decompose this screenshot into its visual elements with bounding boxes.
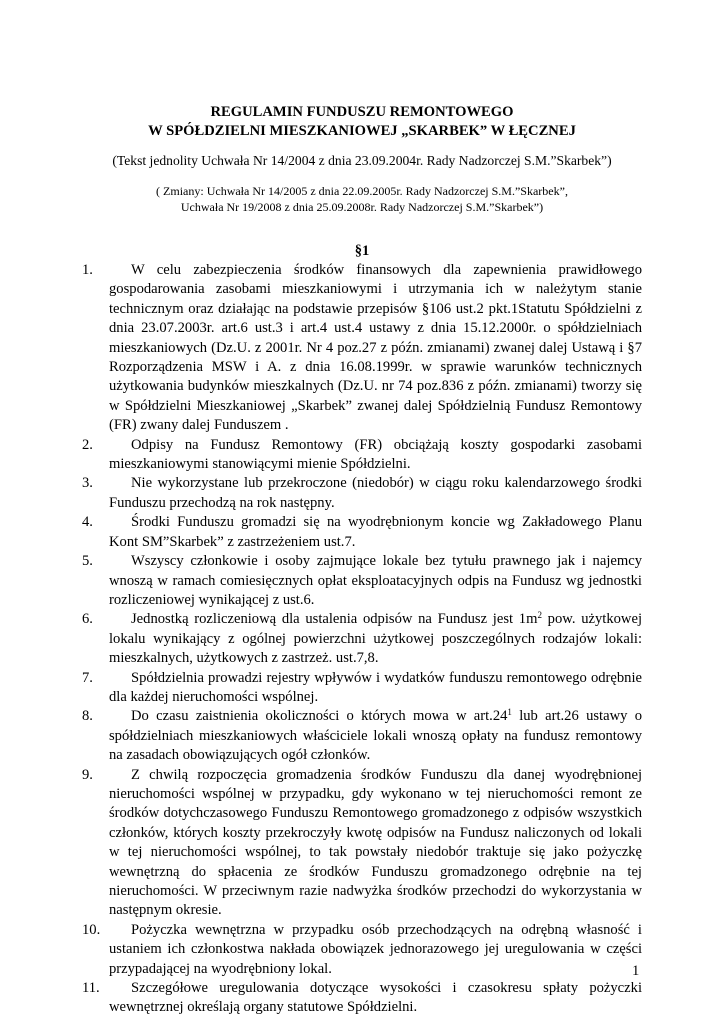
item-text	[109, 707, 642, 765]
item-text-part: pow. użytkowej lokalu wynikający z ogólnej powierzchni użytkowej poszczególnych rodzajów lokali: mieszkalnych, użytkowych z zastrzeż. ust.7,8.	[109, 611, 642, 667]
item-text	[109, 610, 642, 668]
list-item	[82, 921, 642, 979]
list-item	[82, 979, 642, 1018]
list-item	[82, 707, 642, 765]
document-title-line-1: REGULAMIN FUNDUSZU REMONTOWEGO	[210, 104, 514, 120]
item-text: Środki Funduszu gromadzi się na wyodrębnionym koncie wg Zakładowego Planu Kont SM”Skarbek” z zastrzeżeniem ust.7.	[109, 514, 642, 550]
section-heading: §1	[354, 243, 370, 259]
item-number: 3.	[82, 475, 93, 492]
item-number: 7.	[82, 669, 93, 686]
document-subtitle: (Tekst jednolity Uchwała Nr 14/2004 z dnia 23.09.2004r. Rady Nadzorczej S.M.”Skarbek”)	[112, 153, 612, 168]
item-number: 4.	[82, 514, 93, 531]
item-text: W celu zabezpieczenia środków finansowych dla zapewnienia prawidłowego gospodarowania zasobami mieszkaniowymi i utrzymania ich w należytym stanie technicznym oraz działając na podstawie przepisów §106 ust.2 pkt.1Statutu Spółdzielni z dnia 23.07.2003r. art.6 ust.3 i art.4 ust.4 ustawy z dnia 15.12.2000r. o spółdzielniach mieszkaniowych (Dz.U. z 2001r. Nr 4 poz.27 z późn. zmianami) zwanej dalej Ustawą i §7 Rozporządzenia MSW i A. z dnia 16.08.1999r. w sprawie warunków technicznych użytkowania budynków mieszkalnych (Dz.U. nr 74 poz.836 z późn. zmianami) tworzy się w Spółdzielni Mieszkaniowej „Skarbek” zwanej dalej Spółdzielnią Fundusz Remontowy (FR) zwany dalej Funduszem .	[109, 262, 642, 434]
item-number: 11.	[82, 980, 100, 997]
item-number: 5.	[82, 553, 93, 570]
list-item	[82, 610, 642, 668]
amendments-line-2: Uchwała Nr 19/2008 z dnia 25.09.2008r. Rady Nadzorczej S.M.”Skarbek”)	[180, 200, 544, 214]
superscript: 2	[537, 610, 542, 621]
item-number: 2.	[82, 436, 93, 453]
item-text-part: lub art.26 ustawy o spółdzielniach mieszkaniowych właściciele lokali wnoszą opłaty na fundusz remontowy na zasadach obowiązujących ogół członków.	[109, 708, 642, 764]
document-title-line-2: W SPÓŁDZIELNI MIESZKANIOWEJ „SKARBEK” W ŁĘCZNEJ	[148, 123, 576, 139]
item-number: 10.	[82, 921, 101, 938]
item-text-part: Jednostką rozliczeniową dla ustalenia odpisów na Fundusz jest 1m	[131, 611, 538, 628]
list-item	[82, 669, 642, 708]
item-text: Wszyscy członkowie i osoby zajmujące lokale bez tytułu prawnego jak i najemcy wnoszą w ramach comiesięcznych opłat eksploatacyjnych odpis na Fundusz wg jednostki rozliczeniowej wynikającej z ust.6.	[109, 553, 642, 608]
item-text: Pożyczka wewnętrzna w przypadku osób przechodzących na odrębną własność i ustaniem ich członkostwa nakłada obowiązek jednorazowego jej uregulowania w części przypadającej na wyodrębniony lokal.	[109, 921, 642, 977]
item-text-part: Do czasu zaistnienia okoliczności o których mowa w art.24	[131, 708, 508, 725]
amendments-line-1: ( Zmiany: Uchwała Nr 14/2005 z dnia 22.09.2005r. Rady Nadzorczej S.M.”Skarbek”,	[156, 184, 568, 198]
list-item	[82, 261, 642, 436]
item-text: Spółdzielnia prowadzi rejestry wpływów i wydatków funduszu remontowego odrębnie dla każdej nieruchomości wspólnej.	[109, 669, 642, 705]
superscript: 1	[507, 707, 512, 718]
regulation-list	[82, 261, 642, 1018]
list-item	[82, 766, 642, 921]
item-number: 1.	[82, 262, 93, 278]
page-number: 1	[632, 963, 640, 979]
item-number: 6.	[82, 611, 93, 628]
list-item	[82, 513, 642, 552]
item-text: Z chwilą rozpoczęcia gromadzenia środków Funduszu dla danej wyodrębnionej nieruchomości wspólnej w przypadku, gdy wykonano w tej nieruchomości remont ze środków dotychczasowego Funduszu Remontowego gromadzonego z odpisów wszystkich członków, których koszty przekroczyły kwotę odpisów na Fundusz naliczonych od lokali w tej nieruchomości wspólnej, to tak powstały niedobór traktuje się jako pożyczkę wewnętrzną do spłacenia ze środków Funduszu gromadzonego odrębnie na tej nieruchomości. W przeciwnym razie nadwyżka środków przechodzi do wykorzystania w następnym okresie.	[109, 766, 642, 919]
item-text: Odpisy na Fundusz Remontowy (FR) obciążają koszty gospodarki zasobami mieszkaniowymi stanowiącymi mienie Spółdzielni.	[109, 436, 642, 473]
list-item	[82, 474, 642, 513]
item-number: 9.	[82, 766, 93, 783]
item-text: Nie wykorzystane lub przekroczone (niedobór) w ciągu roku kalendarzowego środki Funduszu przechodzą na rok następny.	[109, 475, 642, 511]
list-item	[82, 436, 642, 475]
list-item	[82, 552, 642, 610]
item-text: Szczegółowe uregulowania dotyczące wysokości i czasokresu spłaty pożyczki wewnętrznej określają organy statutowe Spółdzielni.	[109, 980, 642, 1016]
item-number: 8.	[82, 708, 93, 725]
